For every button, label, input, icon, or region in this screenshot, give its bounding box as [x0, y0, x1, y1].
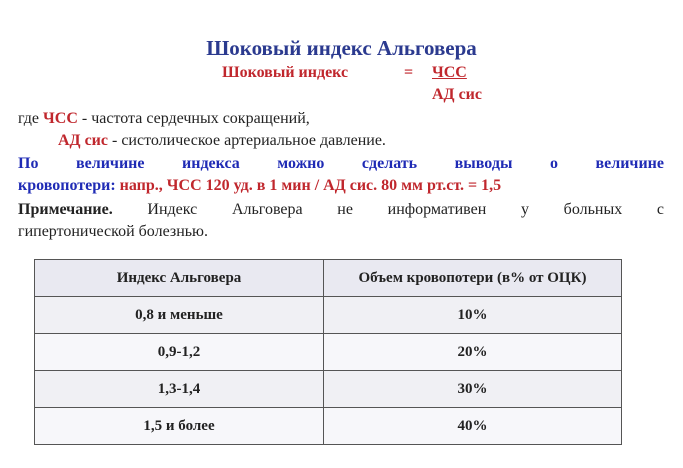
table-row — [35, 371, 622, 408]
definition-text-hr: - частота сердечных сокращений, — [77, 110, 310, 127]
conclusion-example: напр., ЧСС 120 уд. в 1 мин / АД сис. 80 мм рт.ст. = 1,5 — [119, 177, 502, 194]
table-cell-blood-loss: 10% — [324, 297, 622, 334]
table-cell-blood-loss: 40% — [324, 408, 622, 445]
table-header-row — [35, 260, 622, 297]
definition-text-bp: - систолическое артериальное давление. — [107, 132, 386, 149]
definition-prefix: где — [18, 110, 44, 127]
conclusion-line-1: По величине индекса можно сделать выводы о величине — [18, 155, 664, 172]
table-cell-index: 0,9-1,2 — [35, 334, 324, 371]
note-label: Примечание. — [18, 201, 113, 218]
table-cell-index: 0,8 и меньше — [35, 297, 324, 334]
table-header-blood-loss: Объем кровопотери (в% от ОЦК) — [324, 260, 622, 297]
definition-term-bp: АД сис — [58, 132, 108, 149]
note-line-2: гипертонической болезнью. — [18, 223, 208, 240]
table-header-index: Индекс Альговера — [35, 260, 324, 297]
table-row — [35, 297, 622, 334]
conclusion-line-2 — [18, 177, 501, 195]
table-row — [35, 408, 622, 445]
formula-numerator: ЧСС — [432, 64, 467, 81]
note-text-1: Индекс Альговера не информативен у больных с — [112, 201, 664, 218]
algover-table — [34, 259, 622, 445]
formula-equals: = — [404, 64, 414, 81]
formula-lhs: Шоковый индекс — [222, 64, 349, 81]
table-row — [35, 334, 622, 371]
table-cell-blood-loss: 20% — [324, 334, 622, 371]
table-cell-index: 1,5 и более — [35, 408, 324, 445]
note-line-1 — [18, 201, 664, 219]
page-title: Шоковый индекс Альговера — [206, 36, 477, 60]
definition-line-2 — [58, 132, 386, 150]
conclusion-label: кровопотери: — [18, 177, 120, 194]
definition-line-1 — [18, 110, 310, 128]
definition-term-hr: ЧСС — [43, 110, 78, 127]
table-cell-index: 1,3-1,4 — [35, 371, 324, 408]
formula-denominator: АД сис — [432, 86, 482, 103]
table-cell-blood-loss: 30% — [324, 371, 622, 408]
